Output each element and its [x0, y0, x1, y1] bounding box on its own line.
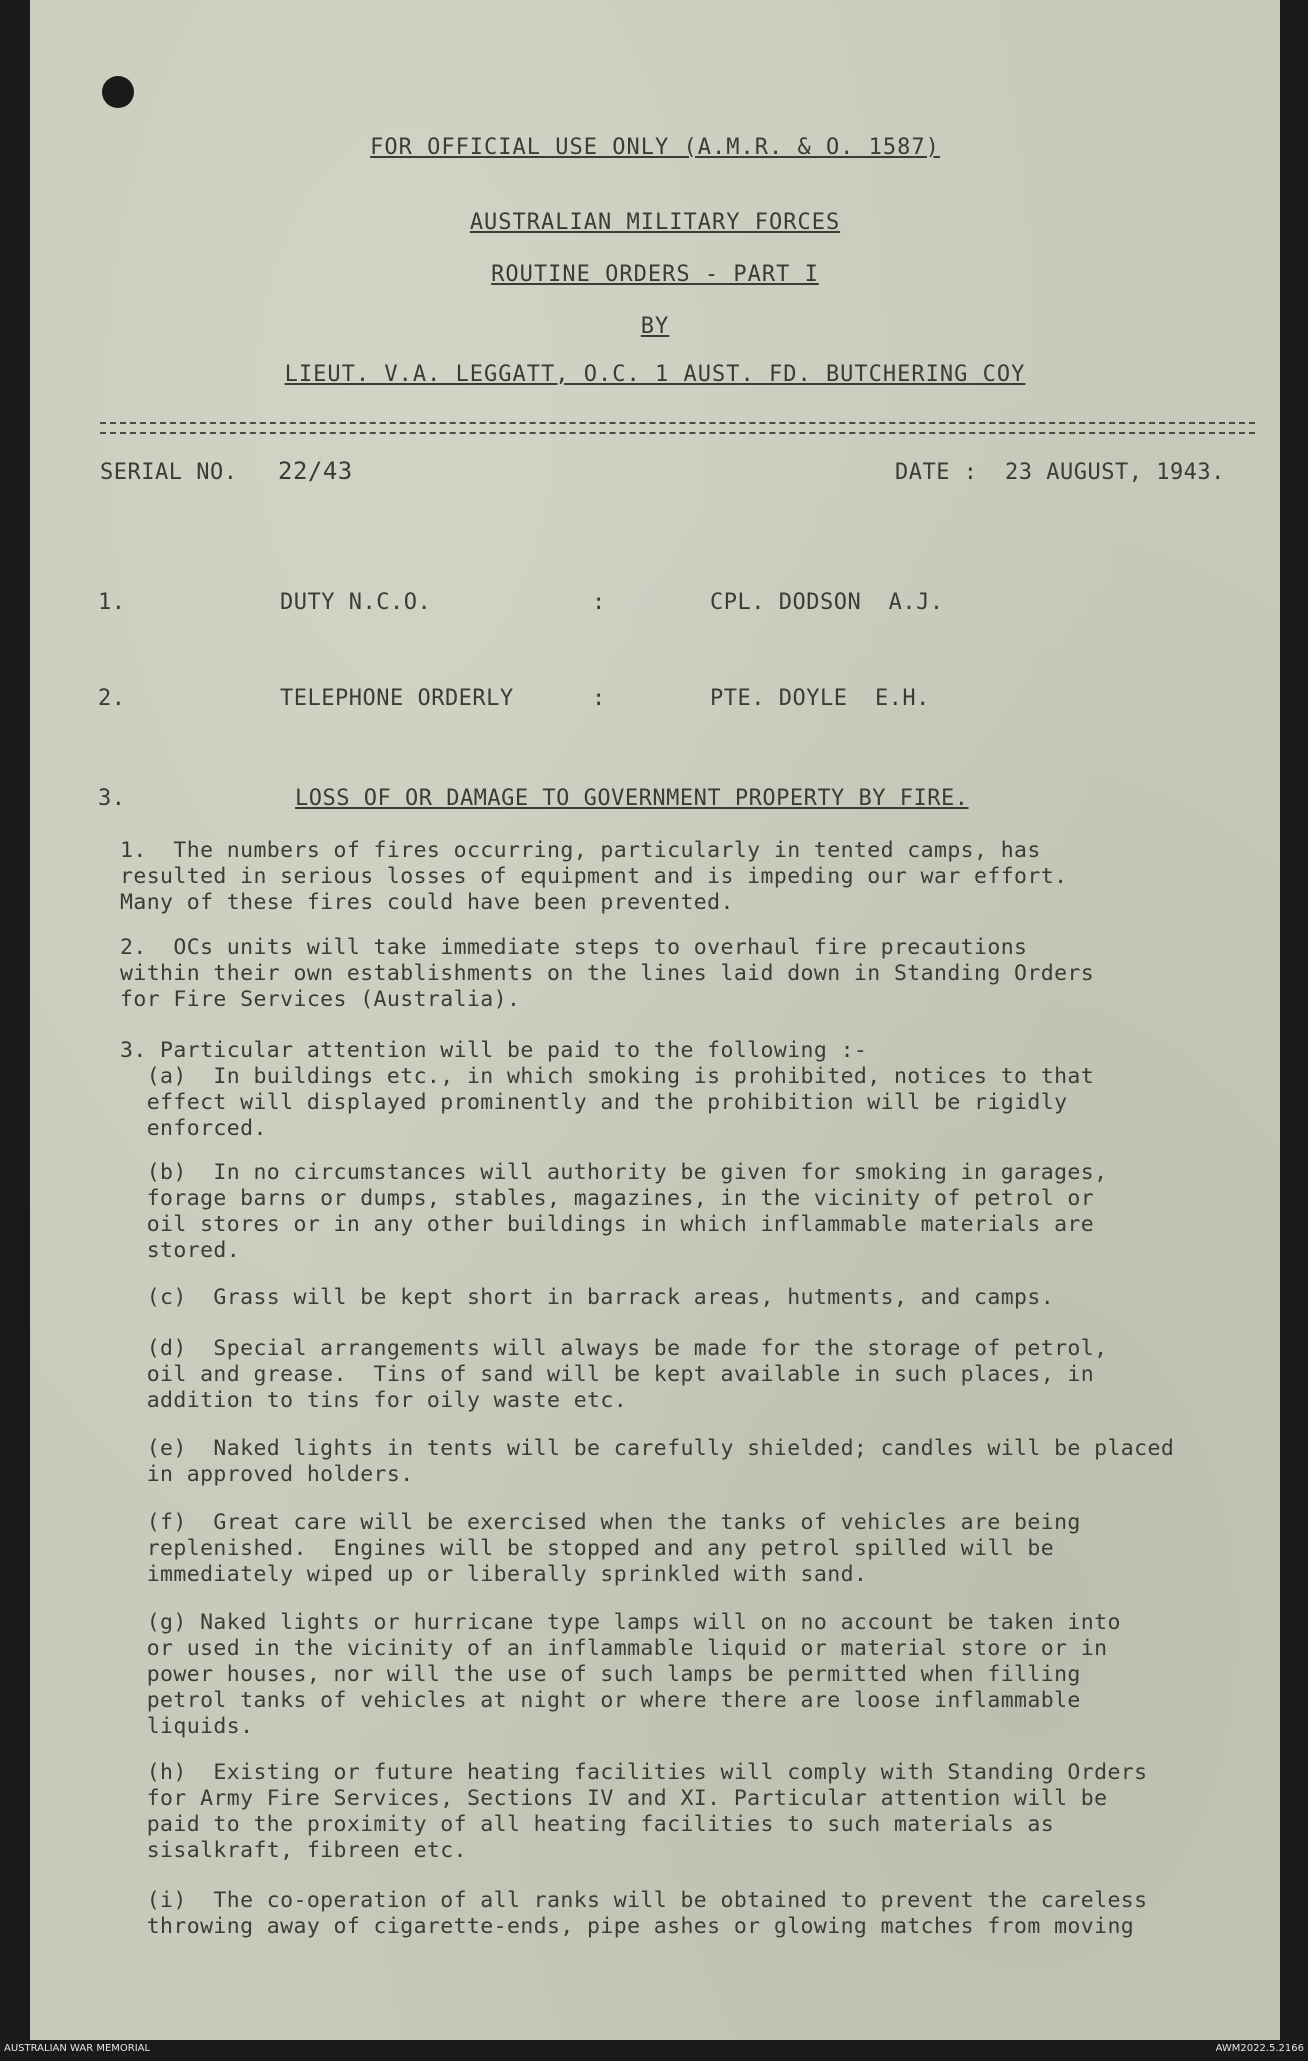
dashed-rule-bottom: [100, 432, 1255, 434]
para-3h: (h) Existing or future heating facilities will comply with Standing Orders for Army Fire Services, Sections IV and XI. Particular attention will be paid to the proximity of all heating facilities to such materials as sisalkraft, fibreen etc.: [120, 1760, 1148, 1863]
item-1-title: DUTY N.C.O.: [280, 590, 432, 615]
item-2-value: PTE. DOYLE E.H.: [710, 686, 930, 711]
para-1: 1. The numbers of fires occurring, particularly in tented camps, has resulted in serious losses of equipment and is impeding our war effort. Many of these fires could have been prevented.: [120, 838, 1068, 915]
paper-sheet: [30, 0, 1280, 2040]
date-label: DATE :: [895, 460, 978, 485]
para-2: 2. OCs units will take immediate steps to overhaul fire precautions within their own establishments on the lines laid down in Standing Orders for Fire Services (Australia).: [120, 935, 1095, 1012]
para-3g: (g) Naked lights or hurricane type lamps will on no account be taken into or used in the vicinity of an inflammable liquid or material store or in power houses, nor will the use of such lamps be permitted when filling petrol tanks of vehicles at night or where there are loose inflammable liquids.: [120, 1610, 1121, 1739]
dashed-rule-top: [100, 422, 1255, 424]
section-3-title: LOSS OF OR DAMAGE TO GOVERNMENT PROPERTY BY FIRE.: [295, 786, 969, 811]
officer-heading: LIEUT. V.A. LEGGATT, O.C. 1 AUST. FD. BUTCHERING COY: [284, 362, 1026, 387]
para-3e: (e) Naked lights in tents will be carefully shielded; candles will be placed in approved holders.: [120, 1436, 1175, 1487]
routine-orders-heading: ROUTINE ORDERS - PART I: [491, 262, 819, 287]
para-3i: (i) The co-operation of all ranks will be obtained to prevent the careless throwing away of cigarette-ends, pipe ashes or glowing matches from moving: [120, 1888, 1148, 1939]
forces-heading: AUSTRALIAN MILITARY FORCES: [469, 210, 841, 235]
footer-institution: AUSTRALIAN WAR MEMORIAL: [4, 2043, 151, 2054]
para-3a: 3. Particular attention will be paid to the following :- (a) In buildings etc., in which smoking is prohibited, notices to that effect will displayed prominently and the prohibition will be rigidly enforced.: [120, 1038, 1095, 1141]
para-3f: (f) Great care will be exercised when the tanks of vehicles are being replenished. Engines will be stopped and any petrol spilled will be immediately wiped up or liberally sprinkled with sand.: [120, 1510, 1081, 1587]
item-1-number: 1.: [98, 590, 126, 615]
item-2-separator: :: [592, 686, 606, 711]
date-value: 23 AUGUST, 1943.: [1005, 460, 1225, 485]
footer-catalogue-id: AWM2022.5.2166: [1215, 2043, 1304, 2054]
item-1-value: CPL. DODSON A.J.: [710, 590, 944, 615]
punch-hole: [102, 76, 134, 108]
official-use-heading: FOR OFFICIAL USE ONLY (A.M.R. & O. 1587): [370, 135, 940, 160]
serial-label: SERIAL NO.: [100, 460, 238, 485]
serial-value: 22/43: [278, 457, 353, 485]
by-heading: BY: [640, 314, 670, 339]
item-2-number: 2.: [98, 686, 126, 711]
item-2-title: TELEPHONE ORDERLY: [280, 686, 514, 711]
para-3b: (b) In no circumstances will authority be given for smoking in garages, forage barns or dumps, stables, magazines, in the vicinity of petrol or oil stores or in any other buildings in which inflammable materials are stored.: [120, 1160, 1108, 1263]
para-3c: (c) Grass will be kept short in barrack areas, hutments, and camps.: [120, 1285, 1055, 1310]
item-1-separator: :: [592, 590, 606, 615]
para-3d: (d) Special arrangements will always be made for the storage of petrol, oil and grease. Tins of sand will be kept available in such places, in addition to tins for oily waste etc.: [120, 1336, 1108, 1413]
section-3-number: 3.: [98, 786, 126, 811]
